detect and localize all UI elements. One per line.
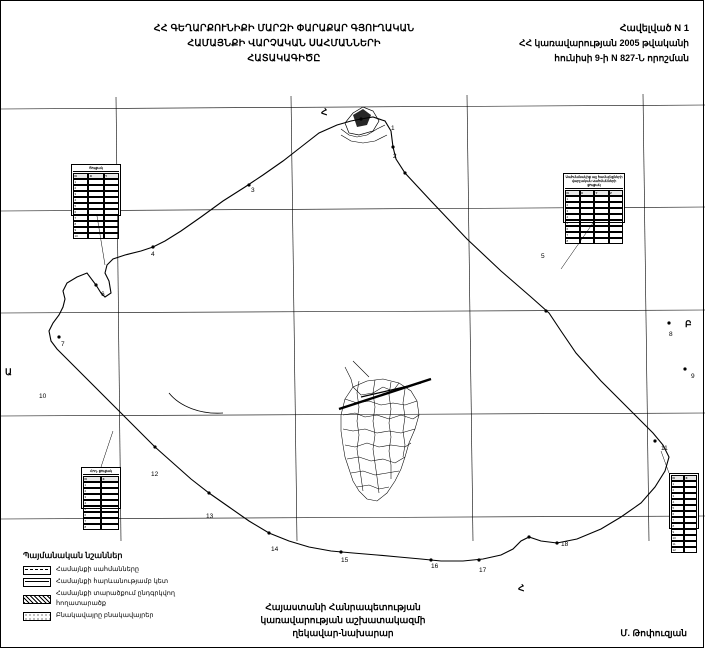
table-header-cell: Y <box>104 173 119 179</box>
vertex-number-label: 1 <box>391 125 395 132</box>
legend-item <box>23 589 223 609</box>
footer-signer-name: Մ. Թոփուզյան <box>620 628 687 638</box>
table-header-cell: X <box>580 190 595 196</box>
table-cell <box>684 547 697 553</box>
vertex-number-label: 7 <box>61 341 65 348</box>
footer-line-3: ղեկավար-նախարար <box>292 628 394 638</box>
table-cell <box>594 238 609 244</box>
legend-item-label: Համայնքի տարածքում ընդգրկվող հողատարածք <box>56 590 175 607</box>
table-cell <box>580 238 595 244</box>
approval-block <box>429 21 689 66</box>
table-cell: 3 <box>83 494 101 500</box>
table-cell: 7 <box>73 215 88 221</box>
table-header-cell: N <box>83 476 101 482</box>
vertex-number-label: 13 <box>206 513 214 520</box>
vertex-number-label: 4 <box>151 251 155 258</box>
table-cell: 4 <box>671 499 684 505</box>
table-cell: 2 <box>565 202 580 208</box>
table-header-cell: N <box>73 173 88 179</box>
table-cell: 10 <box>73 233 88 239</box>
table-cell: 8 <box>83 524 101 530</box>
legend-title: Պայմանական նշաններ <box>23 551 123 560</box>
table-cell: 5 <box>83 506 101 512</box>
table-cell <box>104 233 119 239</box>
table-cell: 9 <box>73 227 88 233</box>
vertex-number-label: 12 <box>151 471 159 478</box>
table-cell: 1 <box>83 482 101 488</box>
approval-line-2: հունիսի 9-ի N 827-Ն որոշման <box>554 53 689 63</box>
table-cell: 7 <box>565 232 580 238</box>
table-cell: 5 <box>565 220 580 226</box>
table-cell: 6 <box>671 511 684 517</box>
table-cell: 5 <box>671 505 684 511</box>
table-cell: 8 <box>73 221 88 227</box>
table-cell: 4 <box>73 197 88 203</box>
table-cell: 3 <box>565 208 580 214</box>
boundary-dash-icon <box>23 566 51 575</box>
label-south: Հ <box>518 583 525 593</box>
table-cell <box>101 524 119 530</box>
legend-item-label: Համայնքի սահմանները <box>56 566 140 573</box>
legend-item <box>23 577 223 587</box>
annex-label: Հավելված N 1 <box>619 23 689 34</box>
table-cell: 6 <box>565 226 580 232</box>
table-cell: 1 <box>565 196 580 202</box>
boundary-solid-icon <box>23 578 51 587</box>
shoreline-arc <box>169 393 223 413</box>
settlement-dot-icon <box>23 612 51 621</box>
table-header-cell: Y <box>594 190 609 196</box>
table-header-cell: X <box>88 173 103 179</box>
table-cell: 2 <box>83 488 101 494</box>
approval-line-1: ՀՀ կառավարության 2005 թվականի <box>519 38 689 48</box>
central-settlement-parcels <box>341 361 419 501</box>
table-cell: 8 <box>565 238 580 244</box>
table-cell: 9 <box>671 529 684 535</box>
table-cell: 10 <box>671 535 684 541</box>
table-cell: 6 <box>83 512 101 518</box>
table-cell <box>609 238 624 244</box>
table-caption: Ցուցակ <box>73 166 119 172</box>
footer-line-2: կառավարության աշխատակազմի <box>260 615 426 625</box>
vertex-number-label: 9 <box>691 373 695 380</box>
table-cell: 12 <box>671 547 684 553</box>
footer-signature-block <box>213 601 473 640</box>
table-cell <box>88 233 103 239</box>
table-cell: 2 <box>671 487 684 493</box>
table-east <box>669 473 699 552</box>
table-cell: 8 <box>671 523 684 529</box>
vertex-number-label: 11 <box>661 445 668 452</box>
vertex-number-label: 2 <box>393 153 397 160</box>
table-cell: 11 <box>671 541 684 547</box>
table-cell: 4 <box>83 500 101 506</box>
table-header-cell: N <box>565 190 580 196</box>
footer-line-1: Հայաստանի Հանրապետության <box>265 602 421 612</box>
vertex-number-label: 15 <box>341 557 349 564</box>
vertex-number-label: 6 <box>101 291 105 298</box>
table-header-cell: Z <box>609 190 624 196</box>
north-settlement-area <box>341 107 387 143</box>
vertex-number-label: 18 <box>561 541 569 548</box>
table-cell: 4 <box>565 214 580 220</box>
legend <box>23 551 223 623</box>
vertex-number-label: 10 <box>39 393 47 400</box>
table-header-cell: X <box>684 475 697 481</box>
table-northeast <box>563 173 625 243</box>
table-cell: 1 <box>671 481 684 487</box>
table-header-cell: X <box>101 476 119 482</box>
legend-item-label: Համայնքի հարևանությամբ կետ <box>56 578 169 585</box>
table-leader-lines <box>97 216 669 473</box>
table-cell: 3 <box>73 191 88 197</box>
table-header-cell: N <box>671 475 684 481</box>
legend-item <box>23 565 223 575</box>
table-cell: 2 <box>73 185 88 191</box>
hatched-area-icon <box>23 595 51 604</box>
table-cell: 7 <box>671 517 684 523</box>
title-line-3: ՀԱՏԱԿԱԳԻԾԸ <box>247 53 321 64</box>
table-cell: 1 <box>73 179 88 185</box>
table-west <box>81 467 121 529</box>
table-cell: 5 <box>73 203 88 209</box>
label-north: Հ <box>321 107 328 117</box>
table-northwest <box>71 164 121 238</box>
table-caption: Սահմանակից այլ համայնքների վարչական սահմանների ցուցակ <box>565 175 623 187</box>
title-line-1: ՀՀ ԳԵՂԱՐՔՈՒՆԻՔԻ ՄԱՐԶԻ ՓԱՐԱՔԱՐ ԳՅՈՒՂԱԿԱՆ <box>153 23 415 34</box>
vertex-number-label: 16 <box>431 563 439 570</box>
table-cell: 7 <box>83 518 101 524</box>
table-caption: Հող․ ցուցակ <box>83 469 119 475</box>
title-line-2: ՀԱՄԱՅՆՔԻ ՎԱՐՉԱԿԱՆ ՍԱՀՄԱՆՆԵՐԻ <box>187 38 381 49</box>
label-west: Ա <box>5 367 12 377</box>
page-title <box>119 21 449 66</box>
label-east: Բ <box>685 319 692 329</box>
table-cell: 3 <box>671 493 684 499</box>
legend-item <box>23 611 223 621</box>
vertex-number-label: 3 <box>251 187 255 194</box>
vertex-number-label: 14 <box>271 546 279 553</box>
vertex-number-label: 17 <box>479 567 487 574</box>
legend-item-label: Բնակավայրը բնակավայրեր <box>56 612 154 619</box>
vertex-number-label: 8 <box>669 331 673 338</box>
vertex-number-label: 5 <box>541 253 545 260</box>
table-cell: 6 <box>73 209 88 215</box>
